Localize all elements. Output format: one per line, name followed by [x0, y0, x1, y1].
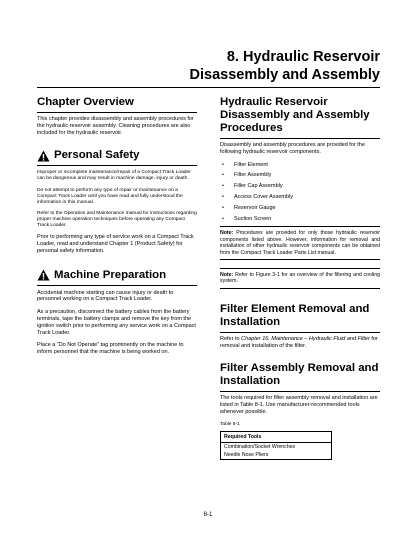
personal-safety-heading: Personal Safety	[54, 149, 140, 162]
safety-paragraph-1: Improper or incomplete maintenance/repair of a Compact Track Loader can be dangerous and may result in machine damage, injury or death.	[37, 170, 191, 182]
machine-preparation-header	[37, 269, 197, 282]
prep-paragraph-2: As a precaution, disconnect the battery cables from the battery terminals, tape the battery clamps and remove the key from the ignition switch prior to performing any service work on a Compact Track Loader.	[37, 309, 196, 336]
machine-preparation-heading: Machine Preparation	[54, 268, 167, 281]
safety-paragraph-3: Refer to the Operation and Maintenance manual for instructions regarding proper machine operation techniques before operating any Compact Track Loader.	[37, 210, 197, 229]
component-list	[220, 162, 380, 223]
note-text: Procedures are provided for only those hydraulic reservoir components listed above. However, information for removal and installation of other hydraulic reservoir components can be obtained from the Compact Track Loader Parts List manual.	[220, 230, 380, 256]
section-divider	[37, 112, 197, 113]
page-number: 8-1	[203, 512, 213, 518]
list-item: • Filter Element	[220, 162, 380, 169]
filter-element-text	[220, 336, 380, 350]
note-box	[220, 226, 380, 260]
table-row	[221, 442, 332, 451]
section-divider	[37, 165, 197, 166]
safety-paragraph-2: Do not attempt to perform any type of repair or maintenance on a Compact Track Loader until you have read and fully understood the information in this manual.	[37, 187, 183, 205]
filter-assembly-heading: Filter Assembly Removal and Installation	[220, 362, 379, 388]
section-divider	[220, 391, 380, 392]
note-text: Refer to Figure 3-1 for an overview of the filtering and cooling system.	[220, 272, 380, 285]
list-item: • Reservoir Gauge	[220, 205, 380, 212]
text-run: Refer to	[220, 335, 242, 342]
table-header: Required Tools	[221, 431, 332, 442]
left-column	[37, 96, 197, 356]
personal-safety-header	[37, 149, 197, 162]
right-column	[220, 96, 380, 460]
table-cell: Combination/Socket Wrenches	[221, 442, 332, 451]
required-tools-table	[220, 431, 332, 460]
warning-icon	[37, 150, 50, 162]
table-row	[221, 451, 332, 460]
section-divider	[220, 138, 380, 139]
chapter-title-line1: 8. Hydraulic Reservoir	[226, 49, 380, 65]
chapter-overview-heading: Chapter Overview	[37, 96, 134, 108]
filter-element-heading: Filter Element Removal and Installation	[220, 302, 370, 328]
list-item: • Filler Cap Assembly	[220, 183, 380, 190]
note-box	[220, 268, 380, 289]
list-item: • Suction Screen	[220, 216, 380, 223]
title-divider	[37, 87, 380, 88]
section-divider	[220, 332, 380, 333]
table-header-row	[221, 431, 332, 442]
prep-paragraph-3: Place a “Do Not Operate” tag prominently on the machine to inform personnel that the machine is being worked on.	[37, 342, 184, 356]
chapter-title	[120, 48, 380, 84]
chapter-overview-text: This chapter provides disassembly and assembly procedures for the hydraulic reservoir assembly. Cleaning procedures are also included for the hydraulic reservoir.	[37, 116, 194, 136]
procedures-intro: Disassembly and assembly procedures are provided for the following hydraulic reservoir components.	[220, 142, 365, 155]
note-label: Note:	[220, 230, 234, 237]
text-run: for removal and installation of the filter.	[220, 335, 378, 349]
note-label: Note:	[220, 272, 234, 278]
warning-icon	[37, 269, 50, 281]
safety-paragraph-4: Prior to performing any type of service work on a Compact Track Loader, read and understand Chapter 1 (Product Safety) for personal safety information.	[37, 234, 194, 254]
prep-paragraph-1: Accidental machine starting can cause injury or death to personnel working on a Compact Track Loader.	[37, 289, 174, 303]
list-item: • Access Cover Assembly	[220, 194, 380, 201]
chapter-reference: Chapter 16, Maintenance – Hydraulic Fluid and Filter	[241, 335, 370, 342]
table-cell: Needle Nose Pliers	[221, 451, 332, 460]
chapter-title-line2: Disassembly and Assembly	[189, 67, 380, 83]
procedures-heading: Hydraulic Reservoir Disassembly and Assembly Procedures	[220, 96, 370, 134]
section-divider	[37, 285, 197, 286]
table-caption: Table 8-1	[220, 421, 240, 427]
filter-assembly-text: The tools required for filter assembly removal and installation are listed in Table 8-1. Use manufacturer-recommended tools whenever possible.	[220, 395, 378, 415]
list-item: • Filter Assembly	[220, 172, 380, 179]
